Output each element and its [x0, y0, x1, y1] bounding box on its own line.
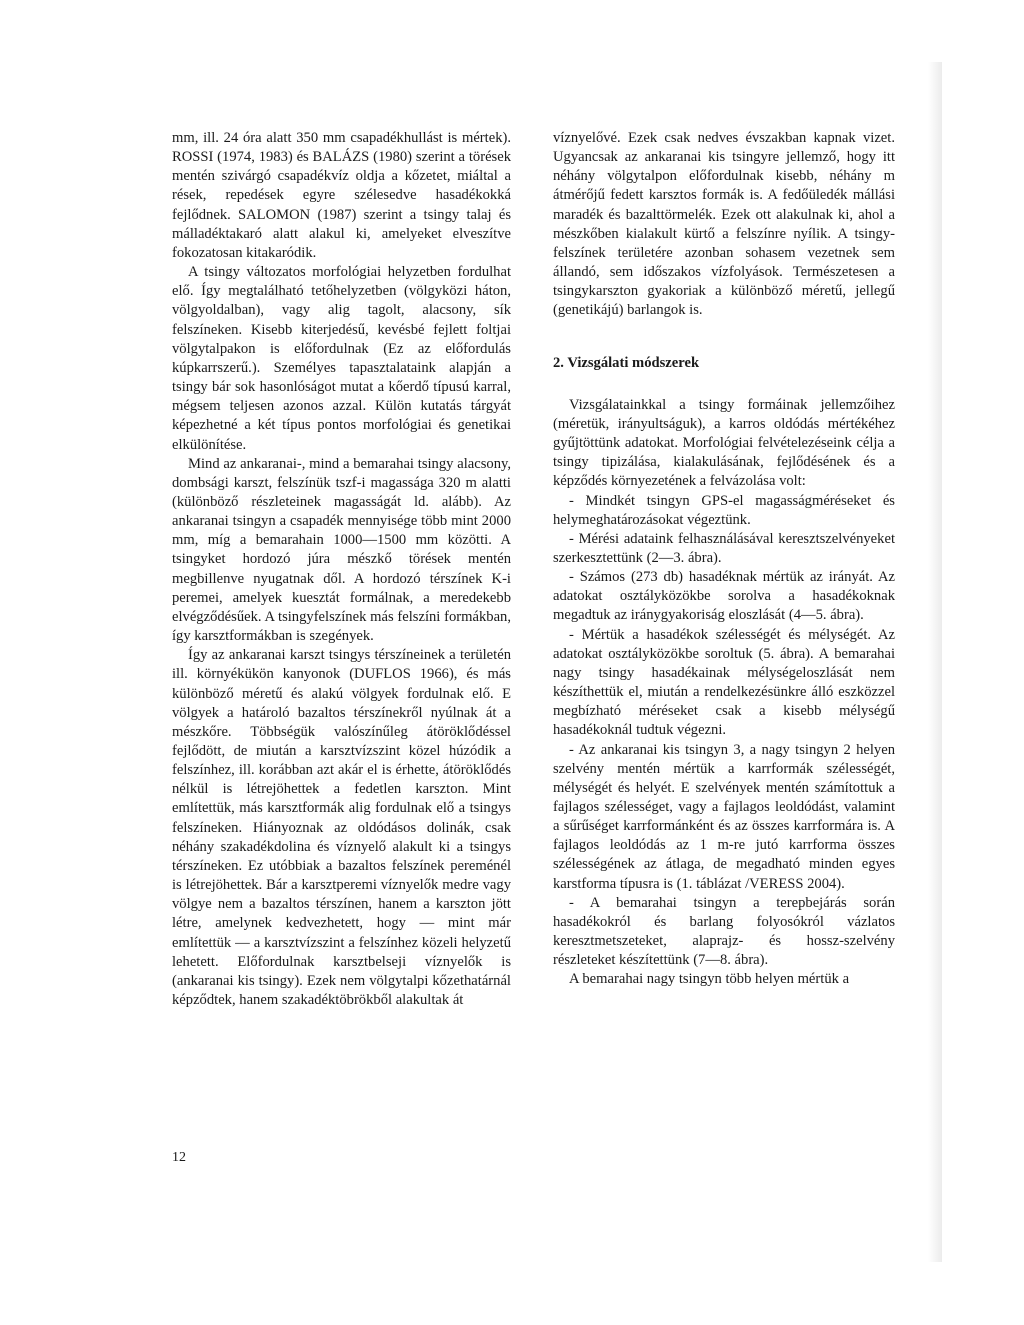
list-item: - Számos (273 db) hasadéknak mértük az irányát. Az adatokat osztályközökbe sorolva a hasadékoknak megadtuk az iránygyakoriság eloszlását (4—5. ábra).	[553, 569, 895, 624]
list-item: - Mértük a hasadékok szélességét és mélységét. Az adatokat osztályközökbe soroltuk (5. ábra). A bemarahai nagy tsingy hasadékainak mélységeloszlását nem készíthettük el, miután a rendelkezésünkre álló eszközzel megbízható méréseket csak a kisebb mélységű hasadékoknál tudtuk végezni.	[553, 626, 895, 739]
left-paragraph-2: A tsingy változatos morfológiai helyzetben fordulhat elő. Így megtalálható tetőhelyzetben (völgyközi háton, völgyoldalban), vagy alig tagolt, alacsony, sík felszíneken. Kisebb kiterjedésű, kevésbé fejlett foltjai völgytalpakon is előfordulnak (Ez az előfordulás kúpkarrszerű.). Személyes tapasztalataink alapján a tsingy bár sok hasonlóságot mutat a kőerdő típusú karral, mégsem teljesen azonos azzal. Külön kutatás tárgyát képezhetné a két típus pontos morfológiai és genetikai elkülönítése.	[172, 264, 511, 453]
scan-shadow-edge	[928, 62, 942, 1262]
right-column	[553, 129, 895, 990]
list-item: - Az ankaranai kis tsingyn 3, a nagy tsingyn 2 helyen szelvény mentén mértük a karrformák szélességét, mélységét és helyét. E szelvények mentén számítottuk a fajlagos szélességet, vagy a fajlagos leoldódást, valamint a sűrűséget karrformánként és az összes karrformára is. A fajlagos leoldódás az 1 m-re jutó karrforma összes szélességének az átlaga, de megadható minden egyes karstforma típusra is (1. táblázat /VERESS 2004).	[553, 741, 895, 892]
left-paragraph-1: mm, ill. 24 óra alatt 350 mm csapadékhullást is mértek). ROSSI (1974, 1983) és BALÁZS (1980) szerint a törések mentén szivárgó csapadékvíz oldja a kőzetet, miáltal a rések, repedések egyre szélesedve hasadékokká fejlődnek. SALOMON (1987) szerint a tsingy talaj és málladéktakaró alatt alakul ki, amelyeket elveszítve fokozatosan kitakaródik.	[172, 130, 511, 261]
right-paragraph-1: víznyelővé. Ezek csak nedves évszakban kapnak vizet. Ugyancsak az ankaranai kis tsingyre jellemző, hogy itt néhány völgytalpon előfordulnak kisebb, néhány m átmérőjű fedett karsztos formák is. A fedőüledék mállási maradék és bazalttörmelék. Ezek ott alakulnak ki, ahol a mészkőben kialakult kürtő a felszínre nyílik. A tsingy-felszínek területére azonban sohasem vezetnek sem állandó, sem időszakos vízfolyások. Természetesen a tsingykarszton gyakoriak a különböző méretű, jellegű (genetikájú) barlangok is.	[553, 130, 895, 319]
section-heading: 2. Vizsgálati módszerek	[553, 354, 700, 371]
page-number: 12	[172, 1150, 186, 1165]
right-paragraph-2: Vizsgálatainkkal a tsingy formáinak jellemzőihez (méretük, irányultságuk), a karros oldódás mértékéhez gyűjtöttünk adatokat. Morfológiai felvételezéseink célja a tsingy tipizálása, kialakulásának, fejlődésének és a képződés környezetének a felvázolása volt:	[553, 396, 895, 490]
left-column	[172, 129, 511, 1010]
list-item: - A bemarahai tsingyn a terepbejárás során hasadékokról és barlang folyosókról vázlatos keresztmetszeteket, alaprajz- és hossz-szelvény részleteket készítettünk (7—8. ábra).	[553, 894, 895, 969]
list-item: - Mindkét tsingyn GPS-el magasságméréseket és helymeghatározásokat végeztünk.	[553, 492, 895, 528]
left-paragraph-3: Mind az ankaranai-, mind a bemarahai tsingy alacsony, dombsági karszt, felszínük tszf-i magassága 320 m alatti (különböző részleteinek magasságát ld. alább). Az ankaranai tsingyn a csapadék mennyisége több mint 2000 mm, míg a bemarahain 1000—1500 mm közötti. A tsingyket hordozó júra mészkő törések mentén megbillenve nyugatnak dől. A hordozó térszínek K-i peremei, amelyek kuesztát formálnak, a meredekebb elvégződésűek. A tsingyfelszínek más felszíni formákban, így karsztformákban is szegények.	[172, 455, 511, 645]
left-paragraph-4: Így az ankaranai karszt tsingys térszíneinek a területén ill. környékükön kanyonok (DUFLOS 1966), és más különböző méretű és alakú völgyek fordulnak elő. E völgyek a határoló bazaltos térszínekről nyúlnak át a mészkőre. Többségük valószínűleg átöröklődéssel fejlődött, de miután a karsztvízszint közel húzódik a felszínhez, ill. korábban azt akár el is érhette, átöröklődés nélkül is létrejöhettek a fedetlen karszton. Mint említettük, más karsztformák alig fordulnak elő a tsingys felszíneken. Hiányoznak az oldódásos dolinák, csak néhány szakadékdolina és víznyelő alakult ki a tsingys térszíneken. Ez utóbbiak a bazaltos felszínek pereménél is létrejöhettek. Bár a karsztperemi víznyelők medre vagy völgye nem a bazaltos térszínen, hanem a karszton jött létre, amelynek kedvezhetett, hogy — mint már említettük — a karsztvízszint a felszínhez közeli helyzetű lehetett. Előfordulnak karsztbelseji víznyelők is (ankaranai kis tsingy). Ezek nem völgytalpi kőzethatárnál képződtek, hanem szakadéktöbrökből alakultak át	[172, 647, 511, 1009]
closing-paragraph: A bemarahai nagy tsingyn több helyen mértük a	[569, 971, 850, 988]
list-item: - Mérési adataink felhasználásával keresztszelvényeket szerkesztettünk (2—3. ábra).	[553, 530, 895, 566]
